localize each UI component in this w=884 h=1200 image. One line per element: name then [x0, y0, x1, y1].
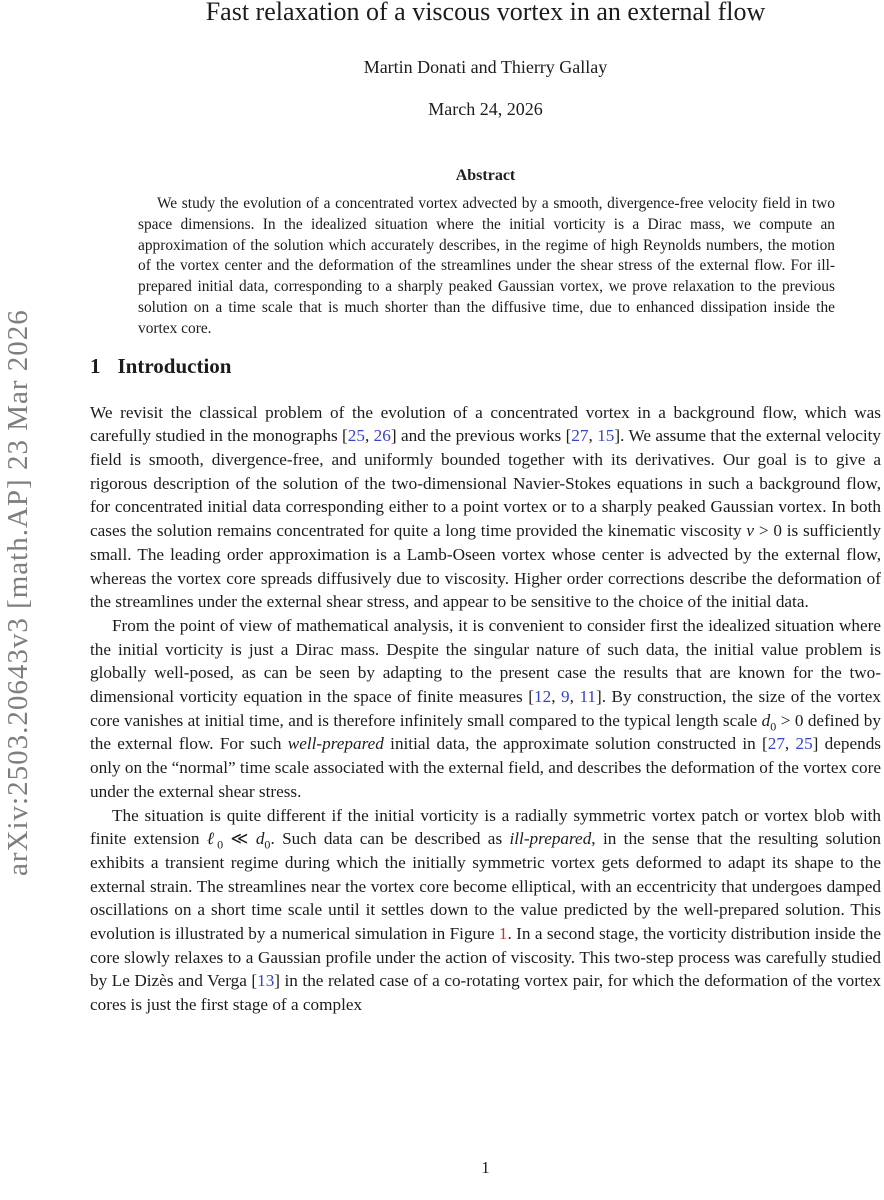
section-number: 1 [90, 353, 101, 378]
text-segment: 0 [770, 719, 777, 734]
citation-link[interactable]: 9 [561, 687, 570, 707]
citation-link[interactable]: 25 [347, 426, 365, 446]
text-segment: From the point of view of mathematical analysis, it is convenient to consider first the idealized situation where the initial vorticity is just a Dirac mass. Despite the singular nature of such data, the initial value problem is globally well-posed, as can be seen by adapting to the present case the results that are known for the two-dimensional vorticity equation in the space of finite measures [ [90, 615, 881, 707]
citation-link[interactable]: 27 [571, 426, 589, 446]
abstract-block [90, 166, 881, 340]
citation-link[interactable]: 27 [767, 734, 785, 754]
citation-link[interactable]: 25 [795, 734, 813, 754]
text-segment: , [364, 426, 374, 446]
paper-authors: Martin Donati and Thierry Gallay [363, 57, 608, 77]
paper-date: March 24, 2026 [428, 99, 543, 119]
text-segment: ] and the previous works [ [390, 426, 572, 446]
paper-title: Fast relaxation of a viscous vortex in an external flow [205, 0, 766, 26]
abstract-heading: Abstract [455, 167, 516, 184]
figure-ref-link[interactable]: 1 [498, 924, 508, 944]
text-segment: well-prepared [287, 734, 384, 754]
text-segment: ℓ [206, 829, 218, 849]
text-segment: > 0 defined by the external flow. For such [90, 710, 881, 754]
paper-content [90, 0, 881, 1017]
text-segment: ν [746, 521, 755, 541]
citation-link[interactable]: 13 [257, 971, 275, 991]
text-segment: ill-prepared [509, 829, 592, 849]
text-segment: ] depends only on the “normal” time scale associated with the external field, and describes the deformation of the vortex core under the external shear stress. [90, 734, 881, 801]
citation-link[interactable]: 26 [373, 426, 391, 446]
intro-paragraph-3 [90, 804, 881, 1017]
text-segment: , [588, 426, 598, 446]
section-title: Introduction [117, 353, 232, 378]
text-segment: d [761, 710, 771, 730]
text-segment: d [255, 829, 265, 849]
section-heading [90, 354, 881, 379]
text-segment: ] in the related case of a co-rotating vortex pair, for which the deformation of the vortex cores is just the first stage of a complex [90, 971, 881, 1015]
abstract-text: We study the evolution of a concentrated vortex advected by a smooth, divergence-free velocity field in two space dimensions. In the idealized situation where the initial vorticity is a Dirac mass, we compute an approximation of the solution which accurately describes, in the regime of high Reynolds numbers, the motion of the vortex center and the deformation of the streamlines under the shear stress of the external flow. For ill-prepared initial data, corresponding to a sharply peaked Gaussian vortex, we prove relaxation to the previous solution on a time scale that is much shorter than the diffusive time, due to enhanced dissipation inside the vortex core. [138, 195, 835, 337]
text-segment: The situation is quite different if the initial vorticity is a radially symmetric vortex patch or vortex blob with finite extension [90, 805, 881, 849]
text-segment: . Such data can be described as [270, 829, 510, 849]
text-segment: , [569, 687, 580, 707]
text-segment: initial data, the approximate solution constructed in [ [383, 734, 768, 754]
citation-link[interactable]: 11 [579, 687, 596, 707]
text-segment: 0 [264, 837, 271, 852]
text-segment: 0 [217, 837, 224, 852]
intro-paragraph-1 [90, 401, 881, 614]
arxiv-watermark: arXiv:2503.20643v3 [math.AP] 23 Mar 2026 [2, 309, 34, 876]
text-segment: . In a second stage, the vorticity distribution inside the core slowly relaxes to a Gaussian profile under the action of viscosity. This two-step process was carefully studied by Le Dizès and Verga [ [90, 924, 881, 991]
page-number: 1 [481, 1158, 490, 1177]
text-segment: ]. By construction, the size of the vortex core vanishes at initial time, and is therefore infinitely small compared to the typical length scale [90, 687, 881, 730]
citation-link[interactable]: 15 [597, 426, 615, 446]
text-segment: , [551, 687, 562, 707]
citation-link[interactable]: 12 [534, 687, 552, 707]
intro-paragraph-2 [90, 614, 881, 804]
text-segment: ]. We assume that the external velocity field is smooth, divergence-free, and uniformly bounded together with its derivatives. Our goal is to give a rigorous description of the solution of the two-dimensional Navier-Stokes equations in such a background flow, for concentrated initial data corresponding either to a point vortex or to a sharply peaked Gaussian vortex. In both cases the solution remains concentrated for quite a long time provided the kinematic viscosity [90, 426, 882, 541]
text-segment: , in the sense that the resulting solution exhibits a transient regime during which the initially symmetric vortex gets deformed to adapt its shape to the external strain. The streamlines near the vortex core become elliptical, with an eccentricity that undergoes damped oscillations on a short time scale until it settles down to the value predicted by the well-prepared solution. This evolution is illustrated by a numerical simulation in Figure [90, 829, 882, 944]
text-segment: ≪ [223, 829, 256, 849]
text-segment: , [784, 734, 796, 754]
text-segment: We revisit the classical problem of the evolution of a concentrated vortex in a background flow, which was carefully studied in the monographs [ [90, 402, 881, 446]
text-segment: > 0 is sufficiently small. The leading order approximation is a Lamb-Oseen vortex whose center is advected by the external flow, whereas the vortex core spreads diffusively due to viscosity. Higher order corrections describe the deformation of the streamlines under the external shear stress, and appear to be sensitive to the choice of the initial data. [90, 521, 882, 612]
